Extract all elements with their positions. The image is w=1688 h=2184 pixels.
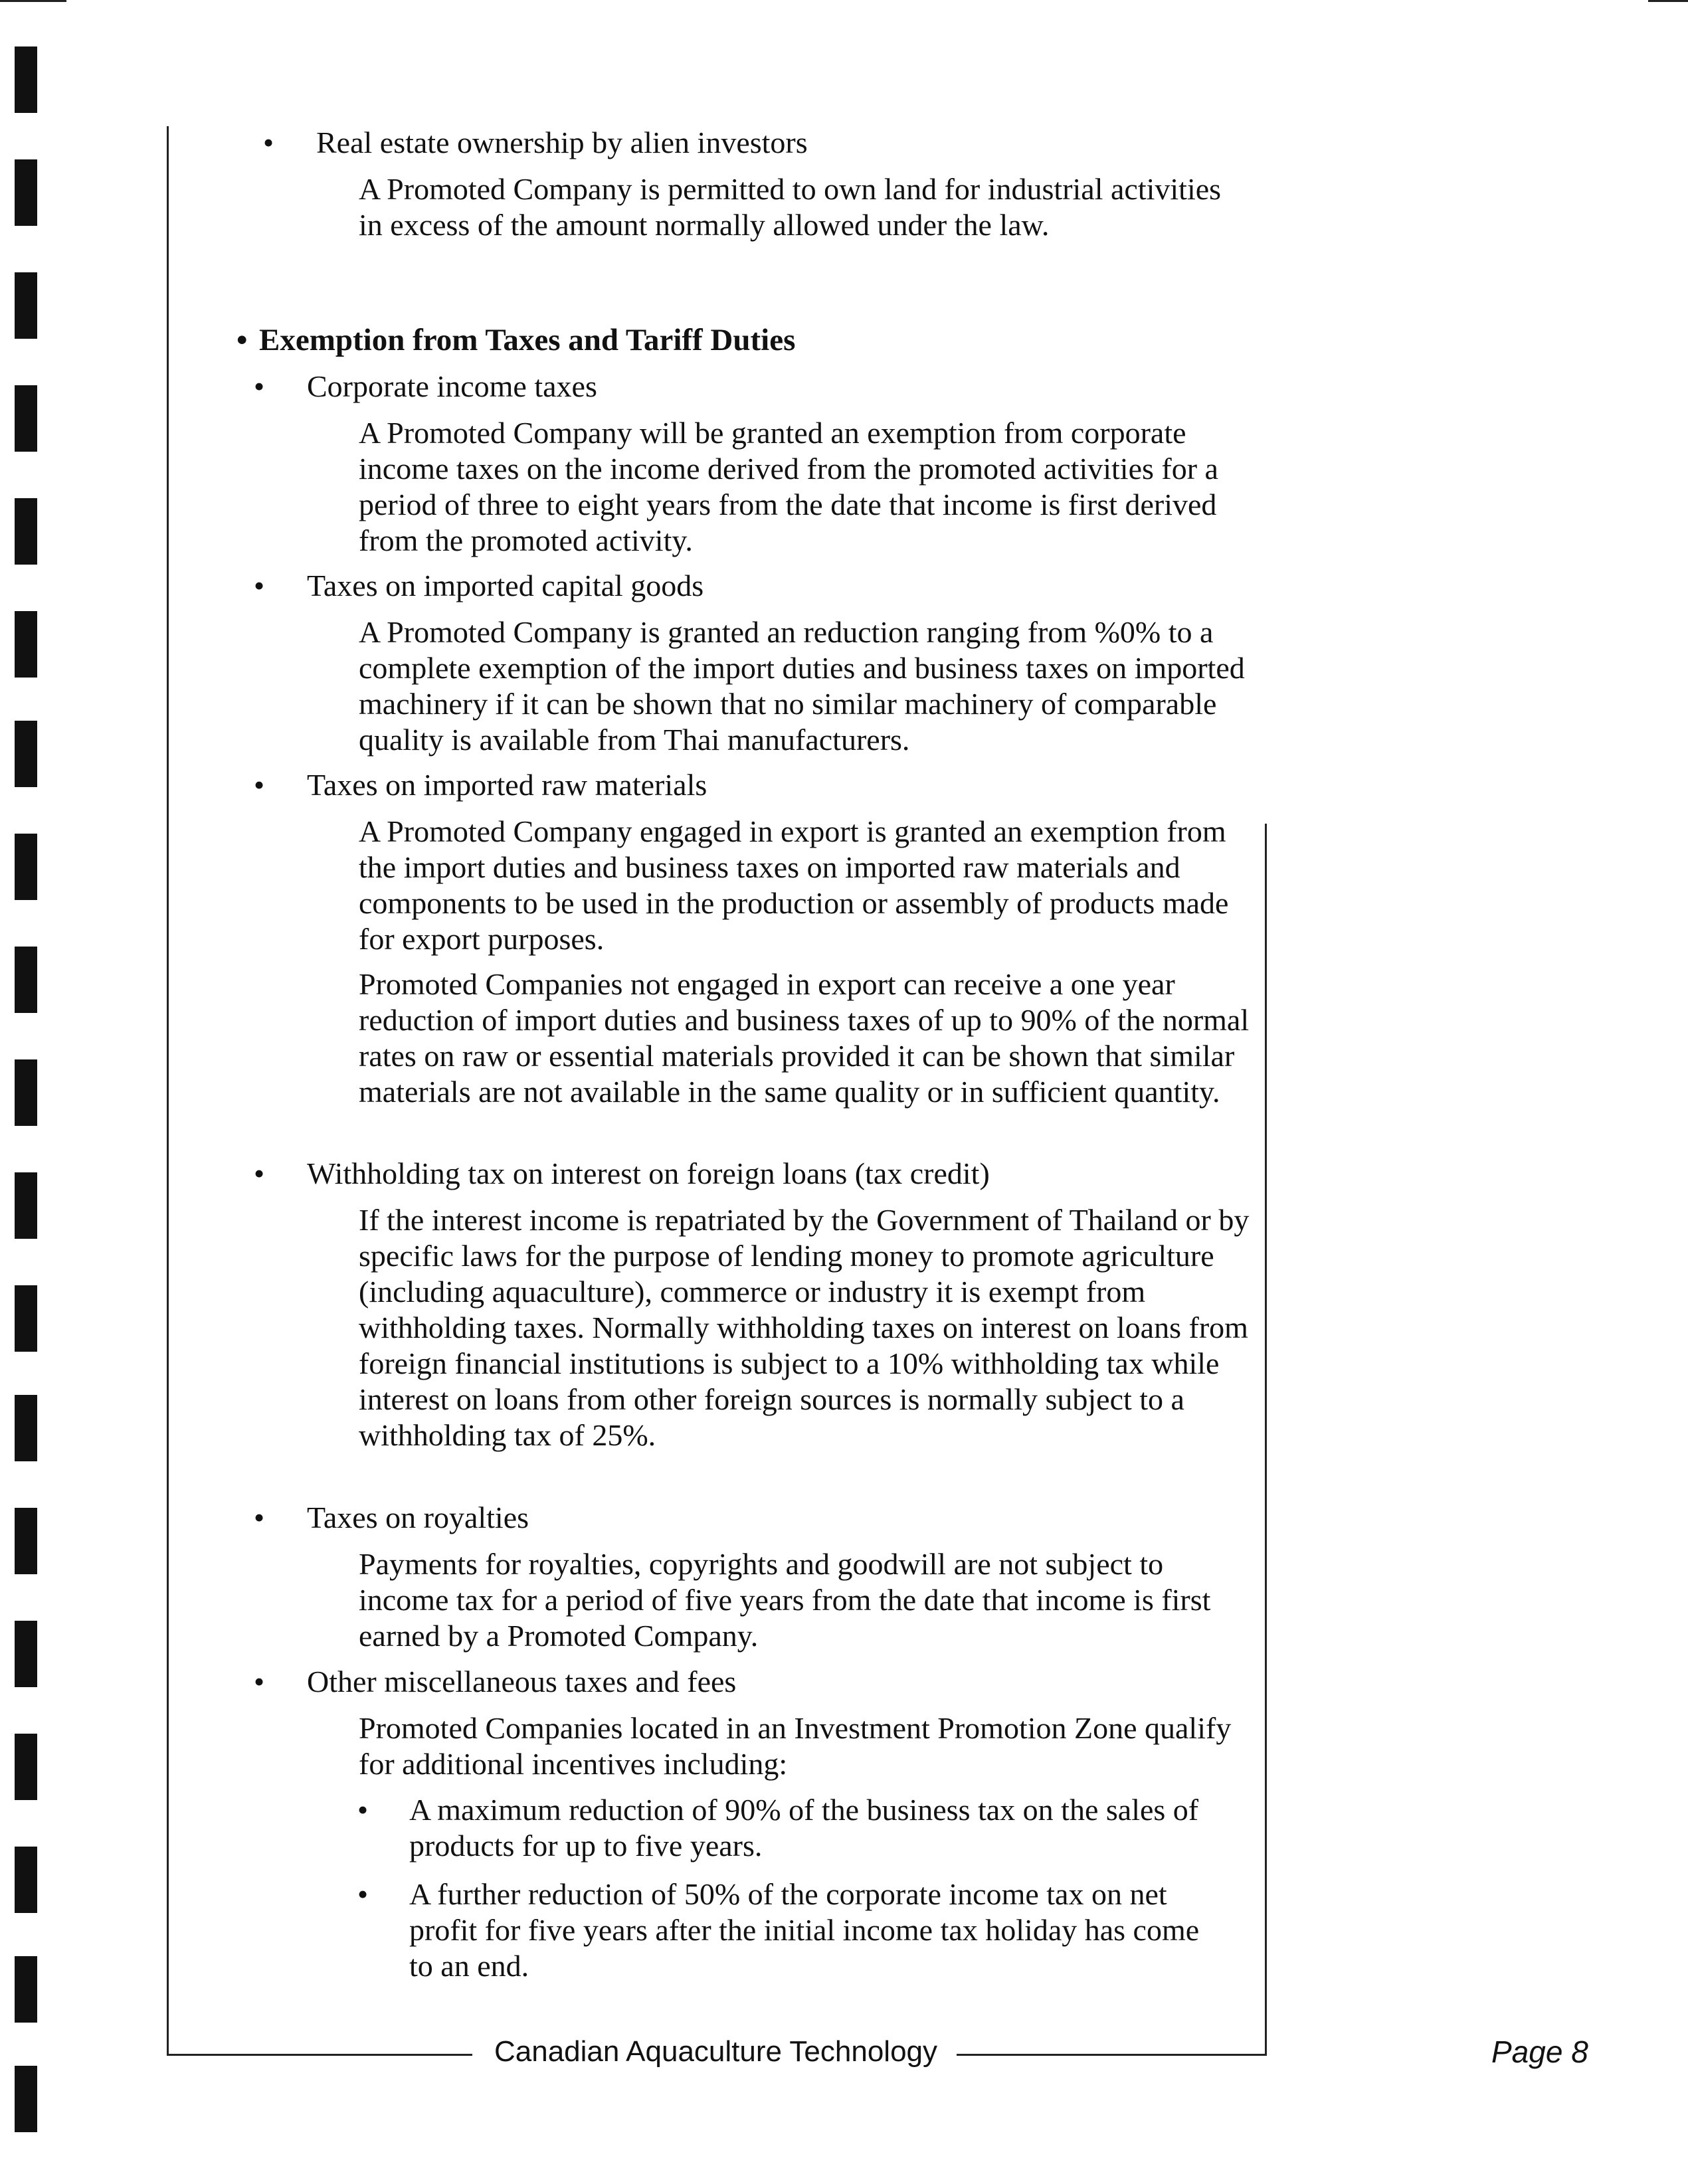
bullet-item xyxy=(254,1500,529,1536)
item-text: Taxes on imported capital goods xyxy=(307,569,704,602)
binder-mark xyxy=(15,611,37,678)
paragraph: A Promoted Company engaged in export is granted an exemption from the import duties and business taxes on imported raw materials and components to be used in the production or assembly of products made for export purposes. xyxy=(359,814,1229,956)
paragraph: Promoted Companies not engaged in export can receive a one year reduction of import duties and business taxes of up to 90% of the normal rates on raw or essential materials provided it can be shown that similar materials are not available in the same quality or in sufficient quantity. xyxy=(359,967,1250,1109)
binder-mark xyxy=(15,1734,37,1800)
top-edge-line-left xyxy=(0,0,66,2)
sub-bullet-item xyxy=(357,1792,1223,1864)
paragraph: A Promoted Company is permitted to own land for industrial activities in excess of the amount normally allowed under the law. xyxy=(359,172,1222,242)
binder-mark xyxy=(15,272,37,339)
footer-rule-left xyxy=(167,2054,472,2056)
right-margin-rule xyxy=(1265,824,1267,2056)
bullet-glyph: • xyxy=(254,369,265,403)
binder-mark xyxy=(15,46,37,113)
item-text: Taxes on imported raw materials xyxy=(307,768,707,802)
binder-mark xyxy=(15,1172,37,1239)
bullet-glyph: • xyxy=(254,569,265,602)
bullet-item xyxy=(254,1156,990,1192)
top-edge-line-right xyxy=(1648,0,1688,2)
footer-title: Canadian Aquaculture Technology xyxy=(494,2035,938,2068)
binder-mark xyxy=(15,1621,37,1687)
sub-item-text: A maximum reduction of 90% of the business tax on the sales of products for up to five years. xyxy=(409,1793,1199,1863)
paragraph: If the interest income is repatriated by the Government of Thailand or by specific laws for the purpose of lending money to promote agriculture (including aquaculture), commerce or industry it is exempt from withholding taxes. Normally withholding taxes on interest on loans from foreign financial institutions is subject to a 10% withholding tax while interest on loans from other foreign sources is normally subject to a withholding tax of 25%. xyxy=(359,1203,1250,1452)
paragraph: Payments for royalties, copyrights and goodwill are not subject to income tax for a period of five years from the date that income is first earned by a Promoted Company. xyxy=(359,1547,1211,1653)
page-number: Page 8 xyxy=(1491,2035,1588,2069)
binder-mark xyxy=(15,1956,37,2023)
item-text: Other miscellaneous taxes and fees xyxy=(307,1665,737,1698)
bullet-glyph: • xyxy=(357,1877,369,1911)
binder-mark xyxy=(15,834,37,900)
item-text: Withholding tax on interest on foreign loans (tax credit) xyxy=(307,1156,990,1190)
paragraph: A Promoted Company will be granted an exemption from corporate income taxes on the income derived from the promoted activities for a period of three to eight years from the date that income is first derived from the promoted activity. xyxy=(359,416,1218,557)
paragraph: A Promoted Company is granted an reduction ranging from %0% to a complete exemption of the import duties and business taxes on imported machinery if it can be shown that no similar machinery of comparable quality is available from Thai manufacturers. xyxy=(359,615,1245,757)
binder-mark xyxy=(15,2066,37,2132)
bullet-glyph: • xyxy=(254,1665,265,1698)
sub-bullet-item xyxy=(357,1876,1223,1984)
section-heading xyxy=(236,322,796,358)
sub-item-text: A further reduction of 50% of the corporate income tax on net profit for five years after the initial income tax holiday has come to an end. xyxy=(409,1877,1200,1983)
bullet-item xyxy=(263,125,808,161)
bullet-item xyxy=(254,767,707,803)
heading-text: Exemption from Taxes and Tariff Duties xyxy=(259,323,796,357)
bullet-item xyxy=(254,568,704,604)
binder-mark xyxy=(15,947,37,1013)
binder-mark xyxy=(15,498,37,565)
binder-mark xyxy=(15,1059,37,1126)
binder-mark xyxy=(15,721,37,787)
bullet-item xyxy=(254,1664,737,1700)
paragraph: Promoted Companies located in an Investment Promotion Zone qualify for additional incentives including: xyxy=(359,1711,1232,1781)
bullet-glyph: • xyxy=(263,126,274,159)
bullet-glyph: • xyxy=(254,1501,265,1534)
item-text: Real estate ownership by alien investors xyxy=(316,126,808,159)
bullet-glyph: • xyxy=(236,323,248,357)
footer-rule-right xyxy=(957,2054,1267,2056)
left-margin-rule xyxy=(167,126,169,2056)
bullet-glyph: • xyxy=(254,768,265,802)
binder-mark xyxy=(15,1395,37,1461)
binder-mark xyxy=(15,1508,37,1574)
binder-mark xyxy=(15,385,37,452)
bullet-glyph: • xyxy=(357,1793,369,1827)
bullet-glyph: • xyxy=(254,1156,265,1190)
item-text: Corporate income taxes xyxy=(307,369,597,403)
item-text: Taxes on royalties xyxy=(307,1501,529,1534)
bullet-item xyxy=(254,369,597,405)
binder-mark xyxy=(15,1285,37,1352)
binder-mark xyxy=(15,159,37,226)
binder-mark xyxy=(15,1847,37,1913)
